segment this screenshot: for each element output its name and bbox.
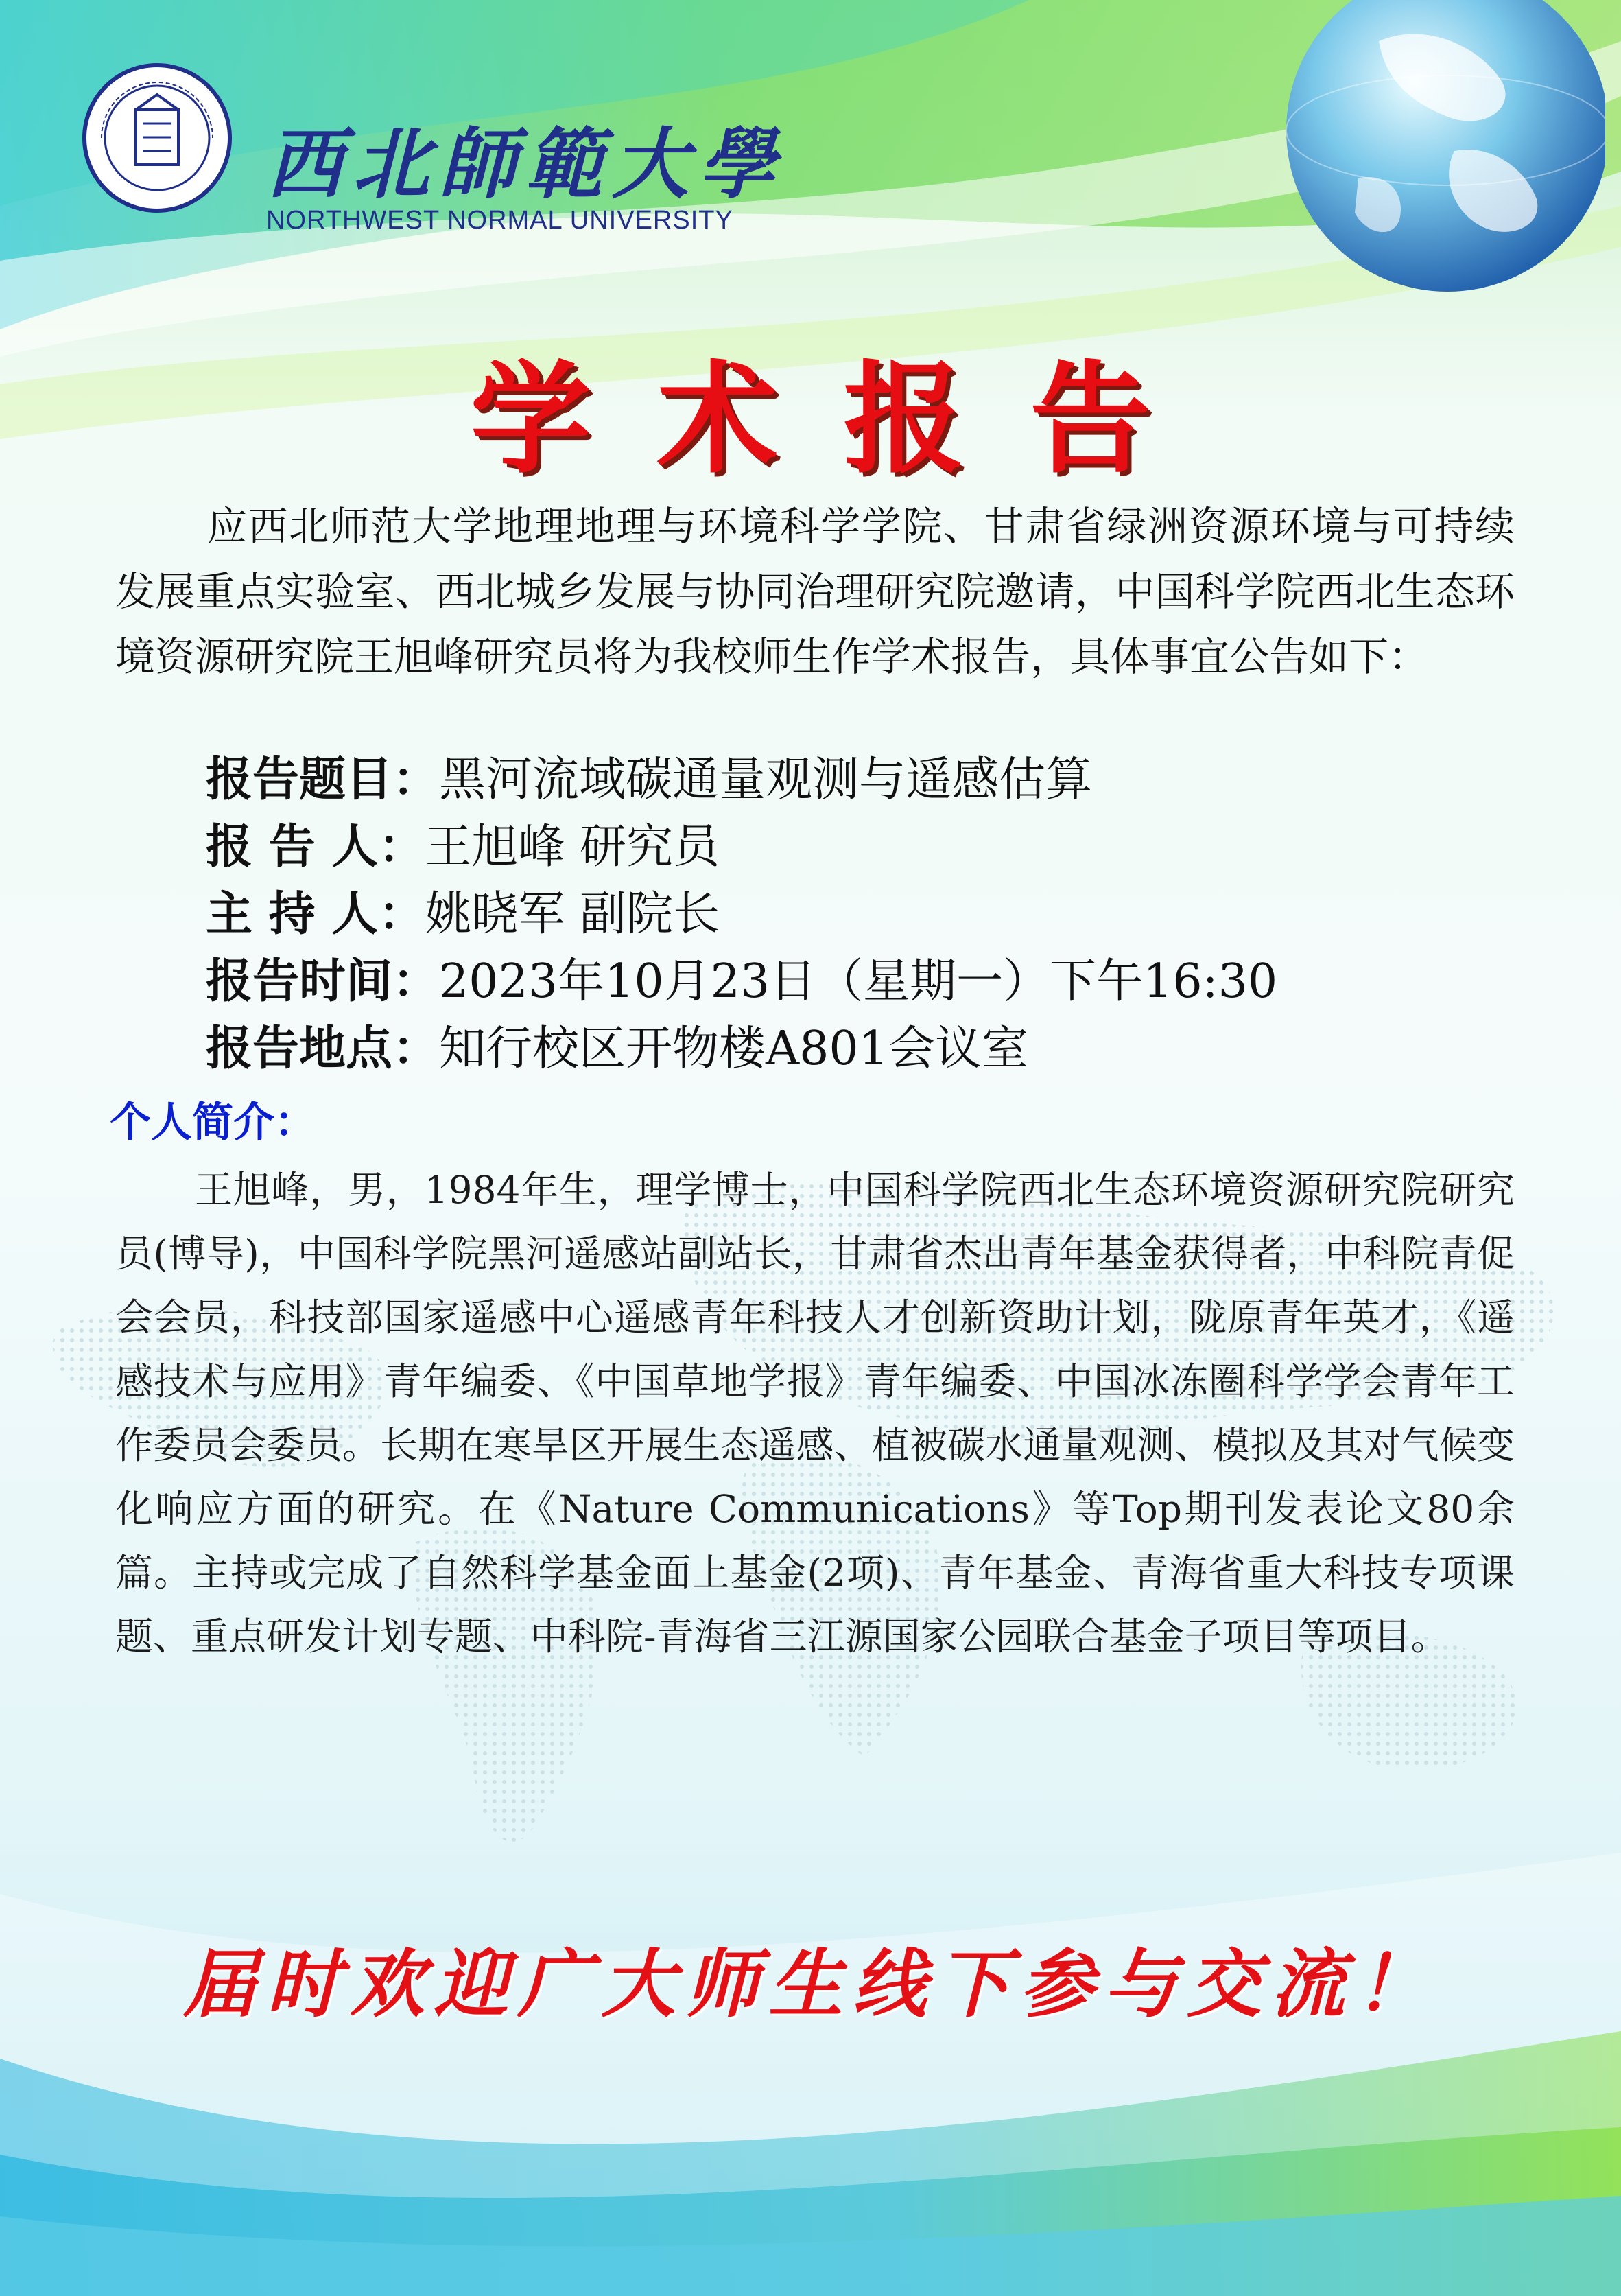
info-row-host xyxy=(206,877,720,944)
info-label: 报告地点： xyxy=(206,1022,440,1076)
bio-paragraph: 王旭峰，男，1984年生，理学博士，中国科学院西北生态环境资源研究院研究员(博导)，中国科学院黑河遥感站副站长，甘肃省杰出青年基金获得者，中科院青促会会员，科技部国家遥感中心遥感青年科技人才创新资助计划，陇原青年英才，《遥感技术与应用》青年编委、《中国草地学报》青年编委、中国冰冻圈科学学会青年工作委员会委员。长期在寒旱区开展生态遥感、植被碳水通量观测、模拟及其对气候变化响应方面的研究。在《Nature Communications》等Top期刊发表论文80余篇。主持或完成了自然科学基金面上基金(2项)、青年基金、青海省重大科技专项课题、重点研发计划专题、中科院-青海省三江源国家公园联合基金子项目等项目。 xyxy=(115,1168,1515,1659)
info-row-speaker xyxy=(206,810,720,876)
info-label: 报 告 人： xyxy=(206,820,425,874)
info-value: 黑河流域碳通量观测与遥感估算 xyxy=(439,753,1093,807)
bio-heading: 个人简介： xyxy=(110,1099,316,1147)
intro-paragraph: 应西北师范大学地理地理与环境科学学院、甘肃省绿洲资源环境与可持续发展重点实验室、西北城乡发展与协同治理研究院邀请，中国科学院西北生态环境资源研究院王旭峰研究员将为我校师生作学术报告，具体事宜公告如下： xyxy=(115,503,1515,680)
university-name-english: NORTHWEST NORMAL UNIVERSITY xyxy=(266,206,733,235)
info-label: 主 持 人： xyxy=(206,887,425,941)
info-value: 王旭峰 研究员 xyxy=(425,820,720,874)
university-name-chinese: 西北師範大學 xyxy=(266,119,785,209)
poster-title: 学术报告 xyxy=(470,348,1217,490)
info-value: 知行校区开物楼A801会议室 xyxy=(439,1022,1028,1076)
closing-welcome-text: 届时欢迎广大师生线下参与交流！ xyxy=(182,1941,1439,2028)
info-label: 报告时间： xyxy=(206,954,440,1009)
info-row-topic xyxy=(206,742,1092,809)
info-row-location xyxy=(206,1011,1028,1078)
info-row-time xyxy=(206,944,1277,1011)
info-value: 姚晓军 副院长 xyxy=(425,887,720,941)
university-seal-logo xyxy=(81,62,233,214)
info-label: 报告题目： xyxy=(206,753,440,807)
info-value: 2023年10月23日（星期一）下午16:30 xyxy=(439,954,1278,1009)
globe-icon xyxy=(1276,0,1605,323)
